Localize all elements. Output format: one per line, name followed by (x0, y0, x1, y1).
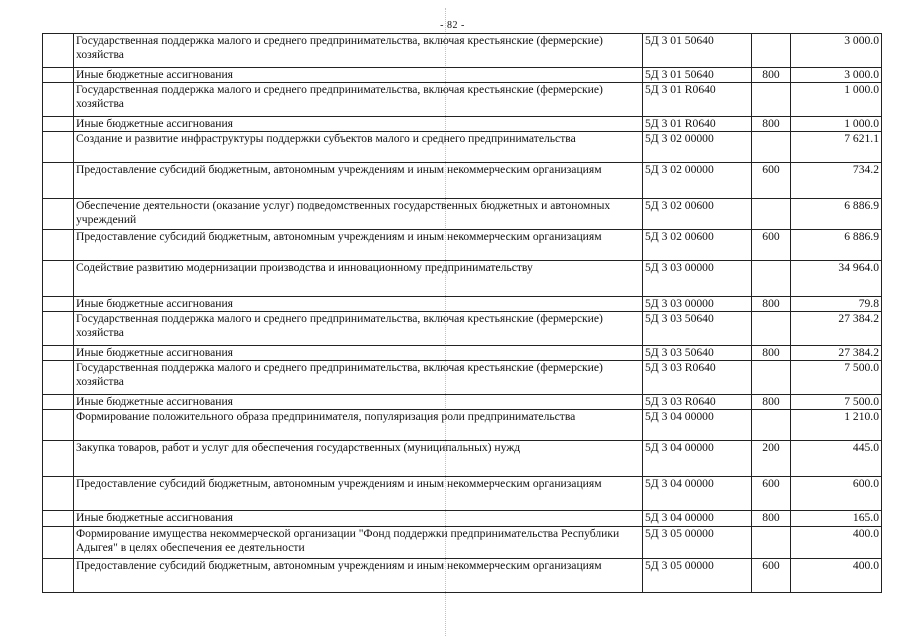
row-sum-cell: 6 886.9 (791, 199, 882, 230)
row-blank-cell (43, 511, 74, 527)
row-name-cell: Обеспечение деятельности (оказание услуг) подведомственных государственных бюджетных и автономных учреждений (74, 199, 643, 230)
table-row (43, 312, 882, 346)
table-row (43, 163, 882, 199)
table-row (43, 199, 882, 230)
row-name-cell: Иные бюджетные ассигнования (74, 395, 643, 410)
row-name-cell: Формирование положительного образа предпринимателя, популяризация роли предпринимательства (74, 410, 643, 441)
table-row (43, 68, 882, 83)
row-sum-cell: 1 210.0 (791, 410, 882, 441)
row-name-cell: Предоставление субсидий бюджетным, автономным учреждениям и иным некоммерческим организациям (74, 559, 643, 593)
row-name-cell: Предоставление субсидий бюджетным, автономным учреждениям и иным некоммерческим организациям (74, 230, 643, 261)
row-expense-type-cell (752, 410, 791, 441)
row-code-cell: 5Д 3 03 50640 (643, 312, 752, 346)
row-blank-cell (43, 395, 74, 410)
table-row (43, 117, 882, 132)
row-code-cell: 5Д 3 01 R0640 (643, 117, 752, 132)
row-sum-cell: 7 500.0 (791, 361, 882, 395)
row-code-cell: 5Д 3 02 00600 (643, 230, 752, 261)
row-code-cell: 5Д 3 01 R0640 (643, 83, 752, 117)
table-row (43, 346, 882, 361)
row-blank-cell (43, 297, 74, 312)
row-expense-type-cell: 800 (752, 511, 791, 527)
table-row (43, 34, 882, 68)
row-blank-cell (43, 117, 74, 132)
row-expense-type-cell (752, 83, 791, 117)
row-sum-cell: 1 000.0 (791, 117, 882, 132)
table-row (43, 395, 882, 410)
row-sum-cell: 34 964.0 (791, 261, 882, 297)
row-code-cell: 5Д 3 02 00600 (643, 199, 752, 230)
row-code-cell: 5Д 3 04 00000 (643, 511, 752, 527)
row-blank-cell (43, 559, 74, 593)
row-name-cell: Предоставление субсидий бюджетным, автономным учреждениям и иным некоммерческим организациям (74, 163, 643, 199)
row-name-cell: Иные бюджетные ассигнования (74, 68, 643, 83)
budget-table (42, 33, 882, 593)
row-blank-cell (43, 199, 74, 230)
row-expense-type-cell (752, 261, 791, 297)
table-row (43, 361, 882, 395)
row-sum-cell: 27 384.2 (791, 346, 882, 361)
row-expense-type-cell: 600 (752, 230, 791, 261)
row-blank-cell (43, 410, 74, 441)
row-blank-cell (43, 83, 74, 117)
row-sum-cell: 7 500.0 (791, 395, 882, 410)
table-row (43, 83, 882, 117)
row-expense-type-cell: 600 (752, 559, 791, 593)
row-name-cell: Формирование имущества некоммерческой организации "Фонд поддержки предпринимательства Республики Адыгея" в целях обеспечения ее деятельности (74, 527, 643, 559)
row-name-cell: Создание и развитие инфраструктуры поддержки субъектов малого и среднего предпринимательства (74, 132, 643, 163)
row-sum-cell: 400.0 (791, 527, 882, 559)
row-code-cell: 5Д 3 01 50640 (643, 34, 752, 68)
row-code-cell: 5Д 3 03 00000 (643, 297, 752, 312)
row-blank-cell (43, 527, 74, 559)
row-name-cell: Государственная поддержка малого и среднего предпринимательства, включая крестьянские (фермерские) хозяйства (74, 312, 643, 346)
row-name-cell: Государственная поддержка малого и среднего предпринимательства, включая крестьянские (фермерские) хозяйства (74, 83, 643, 117)
row-expense-type-cell (752, 361, 791, 395)
row-expense-type-cell (752, 312, 791, 346)
table-row (43, 527, 882, 559)
row-blank-cell (43, 230, 74, 261)
row-blank-cell (43, 477, 74, 511)
table-row (43, 230, 882, 261)
row-sum-cell: 27 384.2 (791, 312, 882, 346)
row-blank-cell (43, 34, 74, 68)
row-sum-cell: 165.0 (791, 511, 882, 527)
row-name-cell: Предоставление субсидий бюджетным, автономным учреждениям и иным некоммерческим организациям (74, 477, 643, 511)
row-name-cell: Иные бюджетные ассигнования (74, 511, 643, 527)
row-name-cell: Государственная поддержка малого и среднего предпринимательства, включая крестьянские (фермерские) хозяйства (74, 34, 643, 68)
table-row (43, 410, 882, 441)
row-sum-cell: 79.8 (791, 297, 882, 312)
row-expense-type-cell: 800 (752, 68, 791, 83)
row-sum-cell: 734.2 (791, 163, 882, 199)
row-sum-cell: 1 000.0 (791, 83, 882, 117)
row-expense-type-cell: 800 (752, 117, 791, 132)
row-blank-cell (43, 441, 74, 477)
row-name-cell: Иные бюджетные ассигнования (74, 297, 643, 312)
row-code-cell: 5Д 3 03 50640 (643, 346, 752, 361)
row-blank-cell (43, 132, 74, 163)
row-sum-cell: 6 886.9 (791, 230, 882, 261)
table-row (43, 441, 882, 477)
row-sum-cell: 3 000.0 (791, 34, 882, 68)
row-code-cell: 5Д 3 04 00000 (643, 410, 752, 441)
row-code-cell: 5Д 3 05 00000 (643, 559, 752, 593)
row-blank-cell (43, 346, 74, 361)
table-row (43, 261, 882, 297)
row-expense-type-cell: 800 (752, 297, 791, 312)
row-name-cell: Иные бюджетные ассигнования (74, 346, 643, 361)
row-name-cell: Государственная поддержка малого и среднего предпринимательства, включая крестьянские (фермерские) хозяйства (74, 361, 643, 395)
table-row (43, 559, 882, 593)
row-sum-cell: 600.0 (791, 477, 882, 511)
page-number: - 82 - (440, 20, 465, 31)
row-sum-cell: 7 621.1 (791, 132, 882, 163)
row-expense-type-cell (752, 527, 791, 559)
row-expense-type-cell: 200 (752, 441, 791, 477)
row-expense-type-cell: 800 (752, 346, 791, 361)
row-blank-cell (43, 68, 74, 83)
row-name-cell: Закупка товаров, работ и услуг для обеспечения государственных (муниципальных) нужд (74, 441, 643, 477)
row-blank-cell (43, 261, 74, 297)
row-code-cell: 5Д 3 05 00000 (643, 527, 752, 559)
row-expense-type-cell: 600 (752, 163, 791, 199)
table-row (43, 511, 882, 527)
row-blank-cell (43, 361, 74, 395)
row-expense-type-cell: 600 (752, 477, 791, 511)
row-sum-cell: 3 000.0 (791, 68, 882, 83)
row-code-cell: 5Д 3 02 00000 (643, 163, 752, 199)
row-code-cell: 5Д 3 01 50640 (643, 68, 752, 83)
table-row (43, 477, 882, 511)
row-code-cell: 5Д 3 04 00000 (643, 477, 752, 511)
row-blank-cell (43, 312, 74, 346)
row-sum-cell: 445.0 (791, 441, 882, 477)
row-code-cell: 5Д 3 03 R0640 (643, 395, 752, 410)
row-expense-type-cell (752, 132, 791, 163)
row-code-cell: 5Д 3 03 R0640 (643, 361, 752, 395)
table-row (43, 297, 882, 312)
row-code-cell: 5Д 3 04 00000 (643, 441, 752, 477)
row-sum-cell: 400.0 (791, 559, 882, 593)
row-code-cell: 5Д 3 02 00000 (643, 132, 752, 163)
row-expense-type-cell: 800 (752, 395, 791, 410)
table-row (43, 132, 882, 163)
row-name-cell: Содействие развитию модернизации производства и инновационному предпринимательству (74, 261, 643, 297)
row-blank-cell (43, 163, 74, 199)
row-code-cell: 5Д 3 03 00000 (643, 261, 752, 297)
row-expense-type-cell (752, 34, 791, 68)
row-expense-type-cell (752, 199, 791, 230)
row-name-cell: Иные бюджетные ассигнования (74, 117, 643, 132)
